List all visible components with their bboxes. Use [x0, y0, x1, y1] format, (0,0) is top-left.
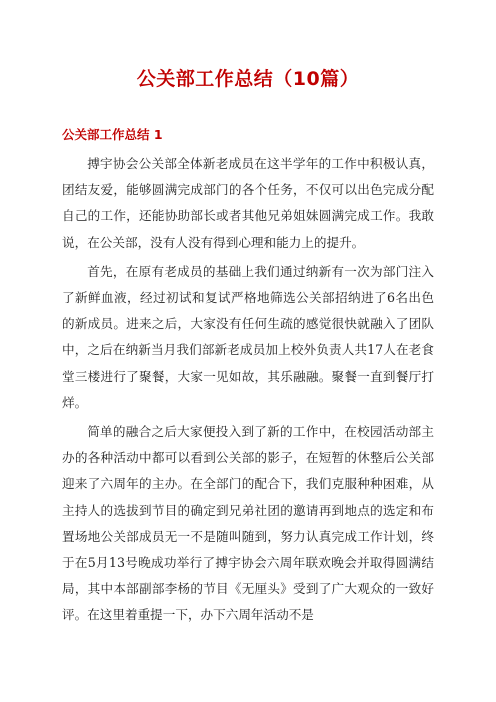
section-heading: 公关部工作总结 1	[62, 127, 163, 142]
paragraph-2: 首先，在原有老成员的基础上我们通过纳新有一次为部门注入了新鲜血液，经过初试和复试严格地筛选公关部招纳进了6名出色的新成员。进来之后，大家没有任何生疏的感觉很快就融入了团队中，之后在纳新当月我们部新老成员加上校外负责人共17人在老食堂三楼进行了聚餐，大家一见如故，其乐融融。聚餐一直到餐厅打烊。	[62, 263, 434, 410]
paragraph-3: 简单的融合之后大家便投入到了新的工作中，在校园活动部主办的各种活动中都可以看到公关部的影子，在短暂的休整后公关部迎来了六周年的主办。在全部门的配合下，我们克服种种困难，从主持人的选拔到节目的确定到兄弟社团的邀请再到地点的选定和布置场地公关部成员无一不是随叫随到，努力认真完成工作计划，终于在5月13号晚成功举行了搏宇协会六周年联欢晚会并取得圆满结局，其中本部副部李杨的节目《无厘头》受到了广大观众的一致好评。在这里着重提一下，办下六周年活动不是	[62, 424, 434, 623]
document-title: 公关部工作总结（10篇）	[136, 68, 360, 90]
paragraph-1: 搏宇协会公关部全体新老成员在这半学年的工作中积极认真，团结友爱，能够圆满完成部门的各个任务，不仅可以出色完成分配自己的工作，还能协助部长或者其他兄弟姐妹圆满完成工作。我敢说，在公关部，没有人没有得到心理和能力上的提升。	[62, 156, 434, 250]
document-body	[62, 151, 434, 632]
